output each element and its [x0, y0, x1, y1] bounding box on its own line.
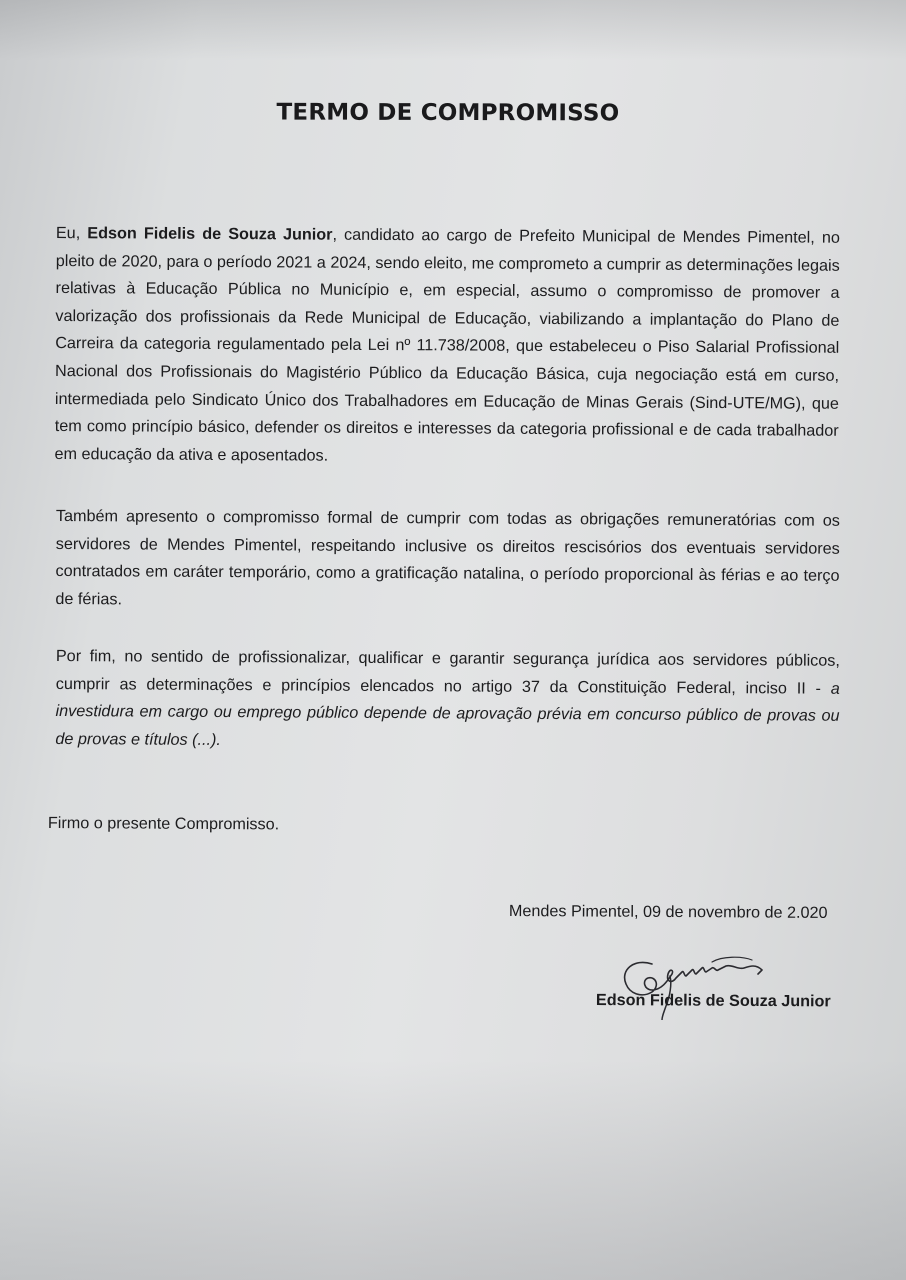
document-title: TERMO DE COMPROMISSO [276, 99, 620, 127]
page-shadow-top [0, 0, 906, 60]
paragraph-commitment [54, 220, 840, 473]
place-and-date: Mendes Pimentel, 09 de novembro de 2.020 [508, 902, 828, 922]
paragraph-legal [55, 643, 840, 758]
closing-statement: Firmo o presente Compromisso. [47, 814, 280, 834]
page-shadow-bottom [0, 1060, 906, 1280]
paragraph-intro: Eu, [55, 223, 88, 243]
paragraph-obligations: Também apresento o compromisso formal de cumprir com todas as obrigações remuneratórias com os servidores de Mendes Pimentel, respeitando inclusive os direitos rescisórios dos eventuais servidores contratados em caráter temporário, como a gratificação natalina, o período proporcional às férias e ao terço de férias. [55, 506, 840, 609]
paragraph-legal-text: Por fim, no sentido de profissionalizar, qualificar e garantir segurança jurídica aos servidores públicos, cumprir as determinações e princípios elencados no artigo 37 da Constituição Federal, inciso II - [55, 646, 840, 698]
candidate-name: Edson Fidelis de Souza Junior [87, 224, 333, 244]
constitution-quote: a investidura em cargo ou emprego público depende de aprovação prévia em concurso público de provas ou de provas e títulos (...). [55, 679, 840, 749]
paragraph-body: , candidato ao cargo de Prefeito Municipal de Mendes Pimentel, no pleito de 2020, para o período 2021 a 2024, sendo eleito, me comprometo a cumprir as determinações legais relativas à Educação Pública no Município e, em especial, assumo o compromisso de promover a valorização dos profissionais da Rede Municipal de Educação, viabilizando a implantação do Plano de Carreira da categoria regulamentado pela Lei nº 11.738/2008, que estabeleceu o Piso Salarial Profissional Nacional dos Profissionais do Magistério Público da Educação Básica, cuja negociação está em curso, intermediada pelo Sindicato Único dos Trabalhadores em Educação de Minas Gerais (Sind-UTE/MG), que tem como princípio básico, defender os direitos e interesses da categoria profissional e de cada trabalhador em educação da ativa e aposentados. [54, 225, 840, 465]
signer-name: Edson Fidelis de Souza Junior [595, 991, 831, 1011]
